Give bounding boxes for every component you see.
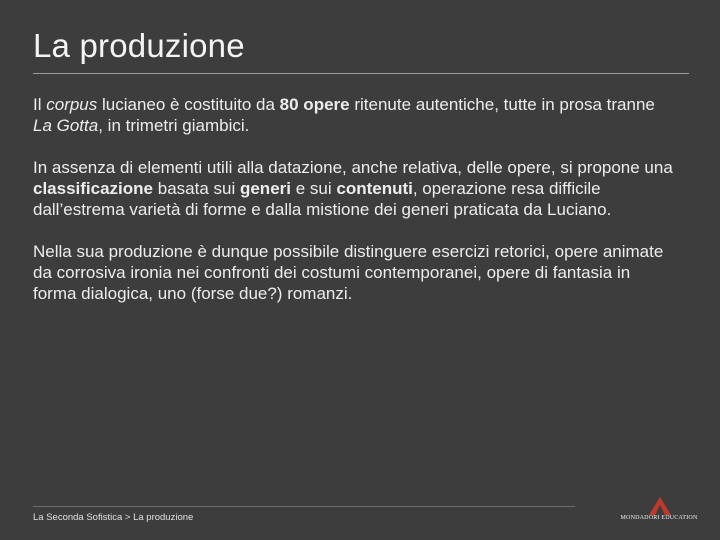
bold-text: generi	[239, 179, 291, 198]
text-run: Nella sua produzione è dunque possibile distinguere esercizi retorici, opere animate da corrosiva ironia nei confronti dei costumi contemporanei, opere di fantasia in forma dialogica, uno (forse due?) romanzi.	[33, 242, 664, 303]
text-run: Il	[33, 95, 47, 114]
text-run: basata sui	[153, 179, 240, 198]
mondadori-logo-text: MONDADORI EDUCATION	[620, 515, 698, 521]
text-run: ritenute autentiche, tutte in prosa tranne	[349, 95, 655, 114]
title-divider	[33, 73, 689, 74]
page-title: La produzione	[33, 27, 245, 64]
paragraph-2	[33, 157, 673, 220]
italic-text: corpus	[46, 95, 98, 114]
bold-text: 80 opere	[279, 95, 350, 114]
text-run: e sui	[291, 179, 337, 198]
text-run: In assenza di elementi utili alla datazione, anche relativa, delle opere, si propone una	[33, 158, 673, 177]
paragraph-3	[33, 241, 673, 304]
paragraph-1	[33, 94, 673, 136]
bold-text: contenuti	[336, 179, 413, 198]
italic-text: La Gotta	[33, 116, 99, 135]
text-run: , in trimetri giambici.	[98, 116, 250, 135]
footer-divider	[33, 506, 575, 507]
bold-text: classificazione	[33, 179, 154, 198]
text-run: lucianeo è costituito da	[97, 95, 280, 114]
mondadori-logo	[619, 497, 699, 525]
slide-body	[33, 94, 673, 325]
text-run: , operazione resa difficile dall’estrema varietà di forme e dalla mistione dei generi praticata da Luciano.	[33, 179, 612, 219]
footer-breadcrumb: La Seconda Sofistica > La produzione	[33, 512, 194, 523]
mondadori-logo-icon	[649, 497, 671, 515]
